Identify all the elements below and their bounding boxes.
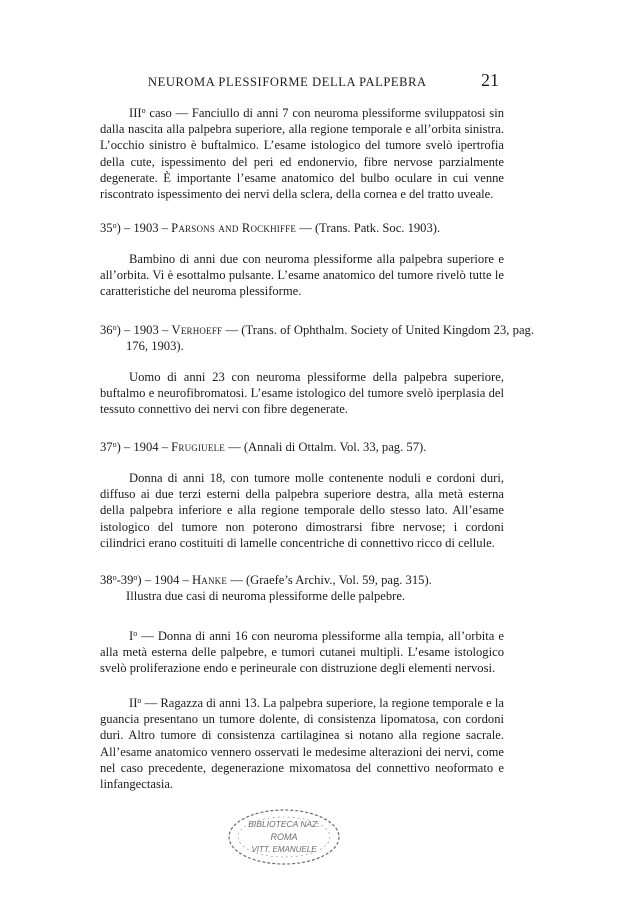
- reference-36: [100, 320, 534, 354]
- reference-year: ) – 1904 –: [137, 573, 192, 587]
- reference-year: ) – 1904 –: [116, 440, 172, 454]
- superscript: o: [112, 440, 117, 449]
- paragraph-37: Donna di anni 18, con tumore molle contenente noduli e cordoni duri, diffuso ai due terzi esterni della palpebra superiore destra, alla metà esterna della palpebra inferiore e alla regione temporale dello stesso lato. All’esame istologico del tumore non poterono dimostrarsi fibre nervose; i cordoni cilindrici erano costituiti di lamelle concentriche di connettivo ricco di cellule.: [100, 471, 504, 550]
- reference-source: — (Annali di Ottalm. Vol. 33, pag. 57).: [224, 440, 427, 454]
- reference-range-dash: -: [116, 573, 121, 587]
- case-number: III: [129, 106, 142, 120]
- case-2-paragraph: [100, 693, 504, 792]
- reference-38-39: [100, 570, 504, 604]
- reference-source: — (Graefe’s Archiv., Vol. 59, pag. 315).: [227, 573, 432, 587]
- reference-authors: Frugiuele: [171, 440, 225, 454]
- case-number: II: [129, 696, 138, 710]
- reference-authors: Parsons and Rockhiffe: [171, 221, 297, 235]
- case-text: caso — Fanciullo di anni 7 con neuroma plessiforme sviluppatosi sin dalla nascita alla palpebra superiore, alla regione temporale e all’orbita sinistra. L’occhio sinistro è buftalmico. L’esame istologico del tumore svelò ipertrofia della cute, ispessimento del peri ed endonervio, fibre nervose parzialmente degenerate. È importante l’esame anatomico del bulbo oculare in cui venne riscontrato ispessimento dei nervi della sclera, della cornea e del tratto uveale.: [100, 106, 504, 202]
- stamp-line-2: ROMA: [270, 832, 298, 842]
- reference-35: [100, 218, 534, 236]
- reference-summary: Illustra due casi di neuroma plessiforme delle palpebre.: [126, 589, 406, 604]
- superscript: o: [133, 573, 138, 582]
- reference-source: — (Trans. Patk. Soc. 1903).: [296, 221, 441, 235]
- reference-source: — (Trans. of Ophthalm. Society of United Kingdom 23, pag. 176, 1903).: [126, 323, 534, 354]
- page-number: 21: [481, 70, 499, 90]
- reference-number: 35: [100, 221, 113, 235]
- superscript: o: [112, 323, 117, 332]
- superscript: o: [133, 629, 138, 638]
- stamp-line-3: VITT. EMANUELE: [251, 845, 317, 854]
- reference-authors: Hanke: [191, 573, 228, 587]
- reference-number: 39: [120, 573, 134, 587]
- reference-authors: Verhoeff: [171, 323, 223, 337]
- case-number: I: [129, 629, 134, 643]
- case-text: — Donna di anni 16 con neuroma plessiforme alla tempia, all’orbita e alla metà esterna delle palpebre, e tumori cutanei multipli. L’esame istologico svelò proliferazione endo e perineurale con distruzione degli elementi nervosi.: [100, 629, 504, 676]
- reference-number: 38: [100, 573, 113, 587]
- reference-year: ) – 1903 –: [116, 221, 172, 235]
- reference-number: 36: [100, 323, 113, 337]
- case-3-paragraph: [100, 103, 504, 202]
- reference-year: ) – 1903 –: [116, 323, 172, 337]
- library-stamp: [226, 807, 342, 867]
- case-text: — Ragazza di anni 13. La palpebra superiore, la regione temporale e la guancia presentano un tumore dolente, di consistenza lipomatosa, con cordoni duri. Altro tumore di consistenza cartilaginea si notano alla regione sacrale. All’esame anatomico vennero osservati le medesime alterazioni dei nervi, come nel caso precedente, degenerazione mixomatosa del connettivo neoformato e linfangectasia.: [100, 696, 504, 792]
- running-head: NEUROMA PLESSIFORME DELLA PALPEBRA: [148, 75, 427, 89]
- reference-37: [100, 437, 534, 455]
- paragraph-36: Uomo di anni 23 con neuroma plessiforme della palpebra superiore, buftalmo e neurofibromatosi. L’esame istologico del tumore svelò iperplasia del tessuto connettivo dei nervi con fibre degenerate.: [100, 370, 504, 417]
- superscript: o: [112, 221, 117, 230]
- paragraph-35: Bambino di anni due con neuroma plessiforme alla palpebra superiore e all’orbita. Vi è esottalmo pulsante. L’esame anatomico del tumore rivelò tutte le caratteristiche del neuroma plessiforme.: [100, 252, 504, 299]
- superscript: o: [112, 573, 117, 582]
- superscript: o: [137, 696, 142, 705]
- reference-number: 37: [100, 440, 113, 454]
- case-1-paragraph: [100, 626, 504, 677]
- stamp-line-1: BIBLIOTECA NAZ.: [248, 819, 320, 829]
- superscript: o: [141, 106, 146, 115]
